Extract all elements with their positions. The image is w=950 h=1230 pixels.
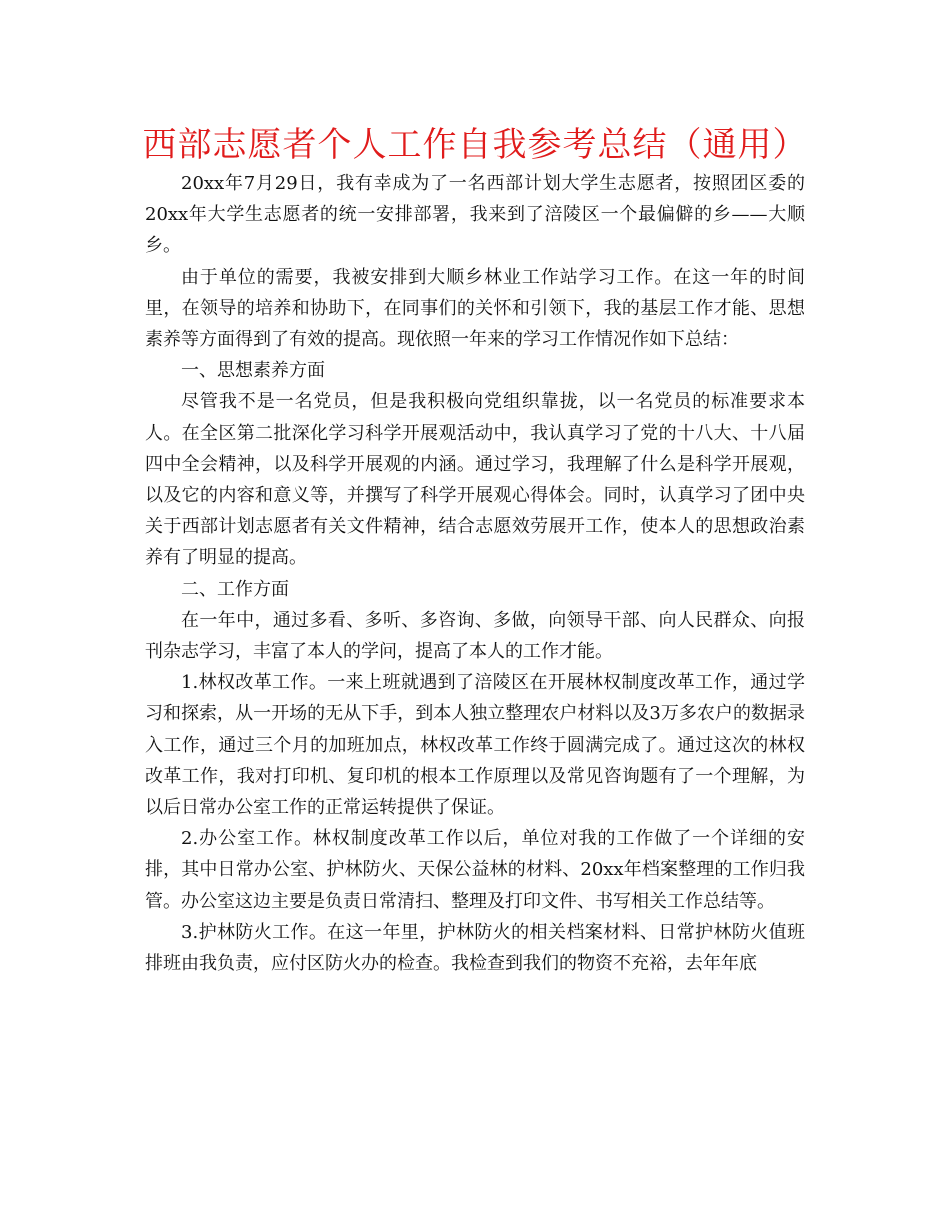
paragraph-ideology: 尽管我不是一名党员，但是我积极向党组织靠拢，以一名党员的标准要求本人。在全区第二批深化学习科学开展观活动中，我认真学习了党的十八大、十八届四中全会精神，以及科学开展观的内涵。通过学习，我理解了什么是科学开展观，以及它的内容和意义等，并撰写了科学开展观心得体会。同时，认真学习了团中央关于西部计划志愿者有关文件精神，结合志愿效劳展开工作，使本人的思想政治素养有了明显的提高。 xyxy=(145,391,805,569)
paragraph-forest-reform: 1.林权改革工作。一来上班就遇到了涪陵区在开展林权制度改革工作，通过学习和探索，从一开场的无从下手，到本人独立整理农户材料以及3万多农户的数据录入工作，通过三个月的加班加点，林权改革工作终于圆满完成了。通过这次的林权改革工作，我对打印机、复印机的根本工作原理以及常见咨询题有了一个理解，为以后日常办公室工作的正常运转提供了保证。 xyxy=(145,672,805,819)
section-heading-work: 二、工作方面 xyxy=(181,578,289,600)
paragraph-office-work: 2.办公室工作。林权制度改革工作以后，单位对我的工作做了一个详细的安排，其中日常办公室、护林防火、天保公益林的材料、20xx年档案整理的工作归我管。办公室这边主要是负责日常清扫、整理及打印文件、书写相关工作总结等。 xyxy=(145,828,805,912)
document-title: 西部志愿者个人工作自我参考总结（通用） xyxy=(142,125,808,165)
section-heading-ideology: 一、思想素养方面 xyxy=(181,360,325,382)
paragraph-intro: 20xx年7月29日，我有幸成为了一名西部计划大学生志愿者，按照团区委的20xx年大学生志愿者的统一安排部署，我来到了涪陵区一个最偏僻的乡——大顺乡。 xyxy=(145,173,805,257)
paragraph-fire-prevention: 3.护林防火工作。在这一年里，护林防火的相关档案材料、日常护林防火值班排班由我负责，应付区防火办的检查。我检查到我们的物资不充裕，去年年底 xyxy=(145,921,805,975)
document-body xyxy=(145,168,805,979)
paragraph-work-summary: 在一年中，通过多看、多听、多咨询、多做，向领导干部、向人民群众、向报刊杂志学习，丰富了本人的学问，提高了本人的工作才能。 xyxy=(145,609,805,663)
paragraph-assignment: 由于单位的需要，我被安排到大顺乡林业工作站学习工作。在这一年的时间里，在领导的培养和协助下，在同事们的关怀和引领下，我的基层工作才能、思想素养等方面得到了有效的提高。现依照一年来的学习工作情况作如下总结： xyxy=(145,266,805,351)
